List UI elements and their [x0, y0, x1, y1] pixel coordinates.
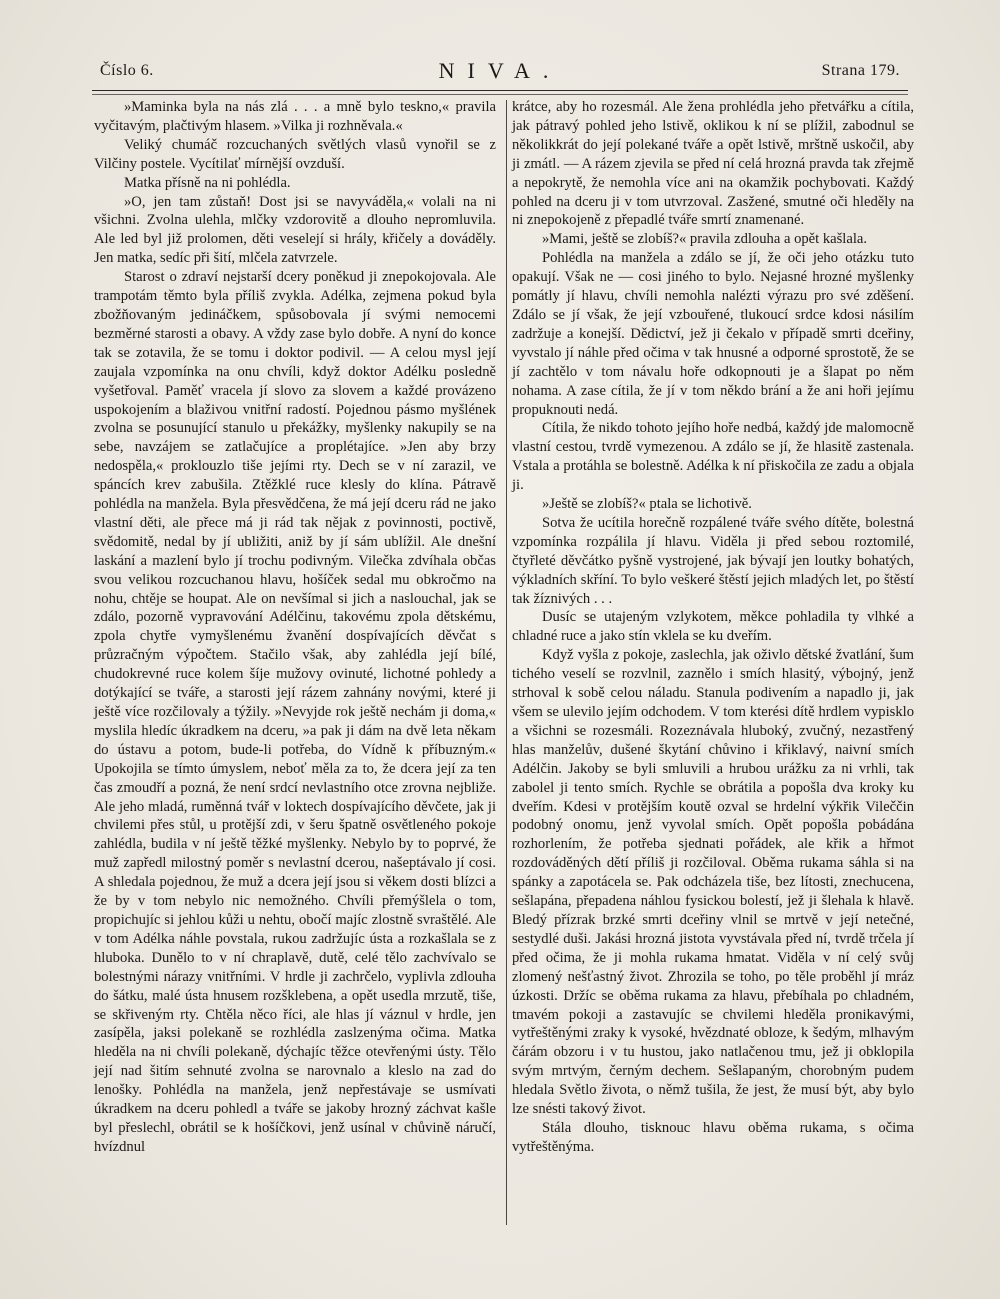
column-divider — [506, 100, 507, 1225]
paragraph: »Ještě se zlobíš?« ptala se lichotivě. — [542, 496, 752, 513]
paragraph: Matka přísně na ni pohlédla. — [124, 174, 291, 191]
paragraph: Když vyšla z pokoje, zaslechla, jak oživlo dětské žvatlání, šum tichého veselí se rozvlnil, zaznělo i smích hlasitý, výbojný, jenž strhoval k sobě celou náladu. Stanula podivením a napadlo ji, jak všem se ulevilo jejím odchodem. V tom kterési dítě hrdlem vypisklo a všichni se rozesmáli. Rozeznávala hluboký, zvučný, nezastřený hlas manželův, dušené škytání chůvino i křiklavý, naivní smích Adélčin. Jakoby se byli smluvili a hrubou urážku za ni vrhli, tak zabolel ji tento smích. Rychle se obrátila a popošla dva kroky ku dveřím. Kdesi v protějším koutě ozval se hrdelní výkřik Vileččin podobný onomu, jenž vyvolal smích. Opět popošla pobádána rozhorlením, že potřeba sjednati pořádek, ale křik a hřmot rozdováděných dětí příliš ji rozčiloval. Oběma rukama sáhla si na spánky a zapotácela se. Pak odcházela tiše, bez lítosti, znechucena, sešlapána, přepadena náhlou fysickou bolestí, jež ji šlehala k hlavě. Bledý přízrak brzké smrti dceřiny vlnil se mrtvě v její netečné, sestydlé duši. Jakási hrozná jistota vyvstávala před ní, tvrdě trčela jí před očima, že ji mohla rukama hmatat. Viděla v ní celý svůj zlomený nešťastný život. Zhrozila se toho, po těle proběhl jí mráz úzkosti. Držíc se oběma rukama za hlavu, přebíhala po chladném, tmavém pokoji a zastavujíc se chvilemi hleděla pronikavými, vytřeštěnými zraky k vysoké, hvězdnaté obloze, k šedým, mlhavým čárám obzoru i v tu hustou, jako natlačenou tmu, jež ji obklopila svým mrtvým, černým dechem. Sešlapaným, chorobným pudem hledala Světlo života, o němž tušila, že jest, že musí být, aby bylo lze snésti takový život. — [512, 647, 914, 1118]
paragraph: Sotva že ucítila horečně rozpálené tváře svého dítěte, bolestná vzpomínka rozpálila jí hlavu. Viděla ji před sebou roztomilé, čtyřleté děvčátko pyšně vystrojené, jak bývají jen loutky bohatých, výkladních skříní. To bylo veškeré štěstí jejich mladých let, po štěstí tak žíznivých . . . — [512, 514, 914, 607]
paragraph: Starost o zdraví nejstarší dcery poněkud ji znepokojovala. Ale trampotám těmto byla příliš zvykla. Adélka, zejmena pokud byla zbožňovaným jedináčkem, spůsobovala jí svými nemocemi bezměrné starosti a obavy. A vždy zase bylo dobře. A nyní do konce tak se zotavila, že se tomu i doktor podivil. — A celou mysl její zaujala vzpomínka na onu chvíli, když doktor Adélku posledně vyšetřoval. Paměť vracela jí slovo za slovem a každé provázeno uspokojením a blaživou vnitřní radostí. Pojednou pásmo myšlének zvolna se posunující stanulo u překážky, myšlenky nakupily se na sebe, navzájem se zatlačujíce a proplétajíce. »Jen aby brzy nedospěla,« proklouzlo tiše jejími rty. Dech se v ní zarazil, ve spáncích krev zabušila. Ztěžklé ruce klesly do klína. Pátravě pohlédla na manžela. Byla přesvědčena, že má její dceru rád ne jako vlastní děti, ale přece má ji rád tak nějak z povinnosti, poctivě, svědomitě, nedal by jí ubližiti, aniž by jí sám ublížil. Ale dnešní laskání a mazlení bylo jí trochu podivným. Vilečka zdvíhala občas svou velikou rozcuchanou hlavu, hošíček sedal mu obkročmo na nohu, chtěje se houpat. Ale on nevšímal si jich a naslouchal, jak se zdálo, pozorně vypravování Adélčinu, takovému zpola dětskému, zpola chytře vymyšlenému žvanění dospívajících děvčat s průzračným výpočtem. Stačilo však, aby zahlédla její bílé, chudokrevné ruce kolem šíje mužovy ovinuté, lichotné pohledy a dotýkající se tváře, a starosti její rázem zahnány novými, které ji ještě více rozčilovaly a týžily. »Nevyjde rok ještě nechám ji doma,« myslila hledíc úkradkem na dceru, »a pak ji dám na dvě leta někam do ústavu a potom, bude-li potřeba, do Vídně k příbuzným.« Upokojila se tímto úmyslem, neboť měla za to, že dcera její za ten čas zmoudří a pozná, že není srdcí nevlastního otce zrovna nejbliže. Ale jeho mladá, ruměnná tvář v loktech dospívajícího děvčete, jak ji chvilemi přes stůl, u protější zdi, v šeru špatně osvětleného pokoje zahlédla, budila v ní ještě těžké myšlenky. Nebylo by to poprvé, že muž zapředl milostný poměr s nevlastní dcerou, našeptávalo jí cosi. A shledala pojednou, že muž a dcera její jsou si věkem dosti blízci a že by v tom nebylo nic nemožného. Chvíli přemýšlela o tom, propichujíc si jehlou kůži u nehtu, obočí majíc zlostně svraštělé. Ale v tom Adélka náhle povstala, rukou zadržujíc ústa a rozkašlala se z hluboka. Dunělo to v ní chraplavě, dutě, celé tělo zachvívalo se bolestnými nárazy vnitřními. V hrdle ji zachrčelo, vyplivla zdlouha do šátku, malé ústa hnusem rozšklebena, a opět usedla mrzutě, tiše, se skřiveným rty. Chtěla něco říci, ale hlas jí váznul v hrdle, jen zasípěla, jaksi polekaně se rozhlédla zaslzenýma očima. Matka hleděla na ni chvíli polekaně, dýchajíc těžce otevřenými ústy. Tělo její nad šitím sehnuté zvolna se narovnalo a kleslo na zad do lenošky. Pohlédla na manžela, jenž nepřestávaje se usmívati úkradkem na dceru pohledl a tváře se jakoby hrozný záchvat kašle byl přeslechl, obrátil se k hošíčkovi, jenž usínal v chůvině náručí, hvízdnul — [94, 269, 496, 1155]
right-column — [512, 98, 914, 1157]
page-number: Strana 179. — [821, 62, 900, 79]
paragraph: »O, jen tam zůstaň! Dost jsi se navyváděla,« volali na ni všichni. Zvolna ulehla, mlčky vzdorovitě a dlouho nepromluvila. Ale led byl již prolomen, děti veselejí si hrály, křičely a dováděly. Jen matka, sedíc při šití, mlčela zatvrzele. — [94, 193, 496, 267]
paragraph: Cítila, že nikdo tohoto jejího hoře nedbá, každý jde malomocně vlastní cestou, tvrdě vymezenou. A zdálo se jí, že hlasitě zastenala. Vstala a protáhla se bolestně. Adélka k ní přiskočila ze zadu a objala ji. — [512, 420, 914, 494]
paragraph: krátce, aby ho rozesmál. Ale žena prohlédla jeho přetvářku a cítila, jak pátravý pohled jeho lstivě, oklikou k ní se plížil, zabodnul se několikkrát do její polekané tváře a opět lstivě, mrštně uskočil, aby ji zmátl. — A rázem zjevila se před ní celá hrozná pravda tak zřejmě a nepokrytě, že nemohla více ani na okamžik pochybovati. Každý pohled na dceru ji v tom utvrzoval. Zasžené, smutné oči hleděly na ni znepokojeně z přepadlé tváře smrtí znamenané. — [512, 99, 914, 229]
paragraph: Dusíc se utajeným vzlykotem, měkce pohladila ty vlhké a chladné ruce a jako stín vklela se ku dveřím. — [512, 609, 914, 645]
paragraph: »Mami, ještě se zlobíš?« pravila zdlouha a opět kašlala. — [542, 231, 868, 248]
header-rule — [92, 90, 908, 95]
issue-number: Číslo 6. — [100, 62, 154, 79]
left-column — [94, 98, 496, 1157]
magazine-title: NIVA. — [438, 58, 562, 83]
paragraph: Stála dlouho, tisknouc hlavu oběma rukama, s očima vytřeštěnýma. — [512, 1119, 914, 1155]
paragraph: Veliký chumáč rozcuchaných světlých vlasů vynořil se z Vilčiny postele. Vycítilať mírnější ovzduší. — [94, 136, 496, 172]
paragraph: Pohlédla na manžela a zdálo se jí, že oči jeho otázku tuto opakují. Však ne — cosi jiného to bylo. Nejasné hrozné myšlenky pomátly jí hlavu, chvíli nemohla nalézti výrazu pro své zděšení. Zdálo se jí však, že její vzbouřené, tlukoucí srdce kdosi násilím zadržuje a konejší. Dědictví, jež ji čekalo v případě smrti dceřiny, vyvstalo jí náhle před očima v tak hnusné a odporné sprostotě, že se jí zachtělo v tom návalu hoře odkopnouti je a šlapat po něm nohama. A zase cítila, že jí v tom někdo brání a že ani hoři jejímu propuknouti nedá. — [512, 250, 914, 418]
page-header — [92, 58, 908, 90]
paragraph: »Maminka byla na nás zlá . . . a mně bylo teskno,« pravila vyčitavým, plačtivým hlasem. »Vilka ji rozhněvala.« — [94, 99, 496, 134]
